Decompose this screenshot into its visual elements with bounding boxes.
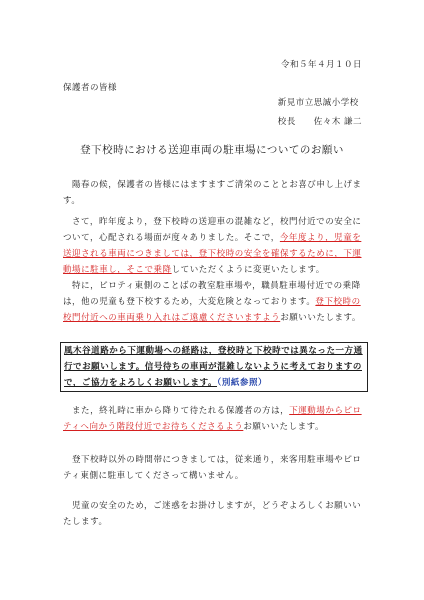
change-paragraph <box>63 214 369 278</box>
waiting-text-b: お願いいたします。 <box>243 422 325 432</box>
other-times-paragraph <box>63 452 369 484</box>
issue-date: 令和５年４月１０日 <box>280 60 362 70</box>
change-text-a: さて，昨年度より，登下校時の送迎車の混雑など，校門付近での安全について，心配される場面が度々ありました。そこで， <box>63 217 362 243</box>
change-highlight: 今年度より，児童を送迎される車両につきましては，登下校時の安全を確保するために，下運動場に駐車し，そこで乗降 <box>63 233 362 275</box>
danger-highlight: 登下校時の校門付近への車両乗り入れはご遠慮くださいますよう <box>63 297 361 323</box>
closing-paragraph <box>63 498 369 530</box>
greeting-text: 陽春の候，保護者の皆様にはますますご清栄のこととお喜び申し上げます。 <box>63 180 362 206</box>
danger-text-b: お願いいたします。 <box>280 313 361 323</box>
danger-text-a: 特に，ピロティ東側のことばの教室駐車場や，職員駐車場付近での乗降は，他の児童も登下校するため，大変危険となっております。 <box>63 281 361 307</box>
closing-text: 児童の安全のため，ご迷惑をお掛けしますが，どうぞよろしくお願いいたします。 <box>63 501 362 527</box>
waiting-paragraph <box>63 403 369 435</box>
document-title: 登下校時における送迎車両の駐車場についてのお願い <box>80 144 344 156</box>
route-notice-text: 風木谷道路から下運動場への経路は，登校時と下校時では異なった一方通行でお願いします。信号待ちの車両が混雑しないように考えておりますので，ご協力をよろしくお願いします。 <box>64 346 363 388</box>
principal-name: 校長 佐々木 謙二 <box>277 117 362 127</box>
school-name: 新見市立思誠小学校 <box>277 98 359 108</box>
attachment-note: （別紙参照） <box>217 378 268 388</box>
sender-block <box>278 96 362 134</box>
change-text-b: していただくように変更いたします。 <box>171 265 325 275</box>
waiting-text-a: また，終礼時に車から降りて待たれる保護者の方は， <box>72 406 290 416</box>
other-times-text: 登下校時以外の時間帯につきましては，従来通り，来客用駐車場やピロティ東側に駐車してくださって構いません。 <box>63 455 362 481</box>
greeting-paragraph <box>63 177 369 209</box>
route-notice-box <box>60 342 368 392</box>
recipient: 保護者の皆様 <box>63 83 118 93</box>
danger-paragraph <box>63 278 369 326</box>
waiting-highlight: 下運動場からピロティへ向かう階段付近でお待ちくださるよう <box>63 406 362 432</box>
